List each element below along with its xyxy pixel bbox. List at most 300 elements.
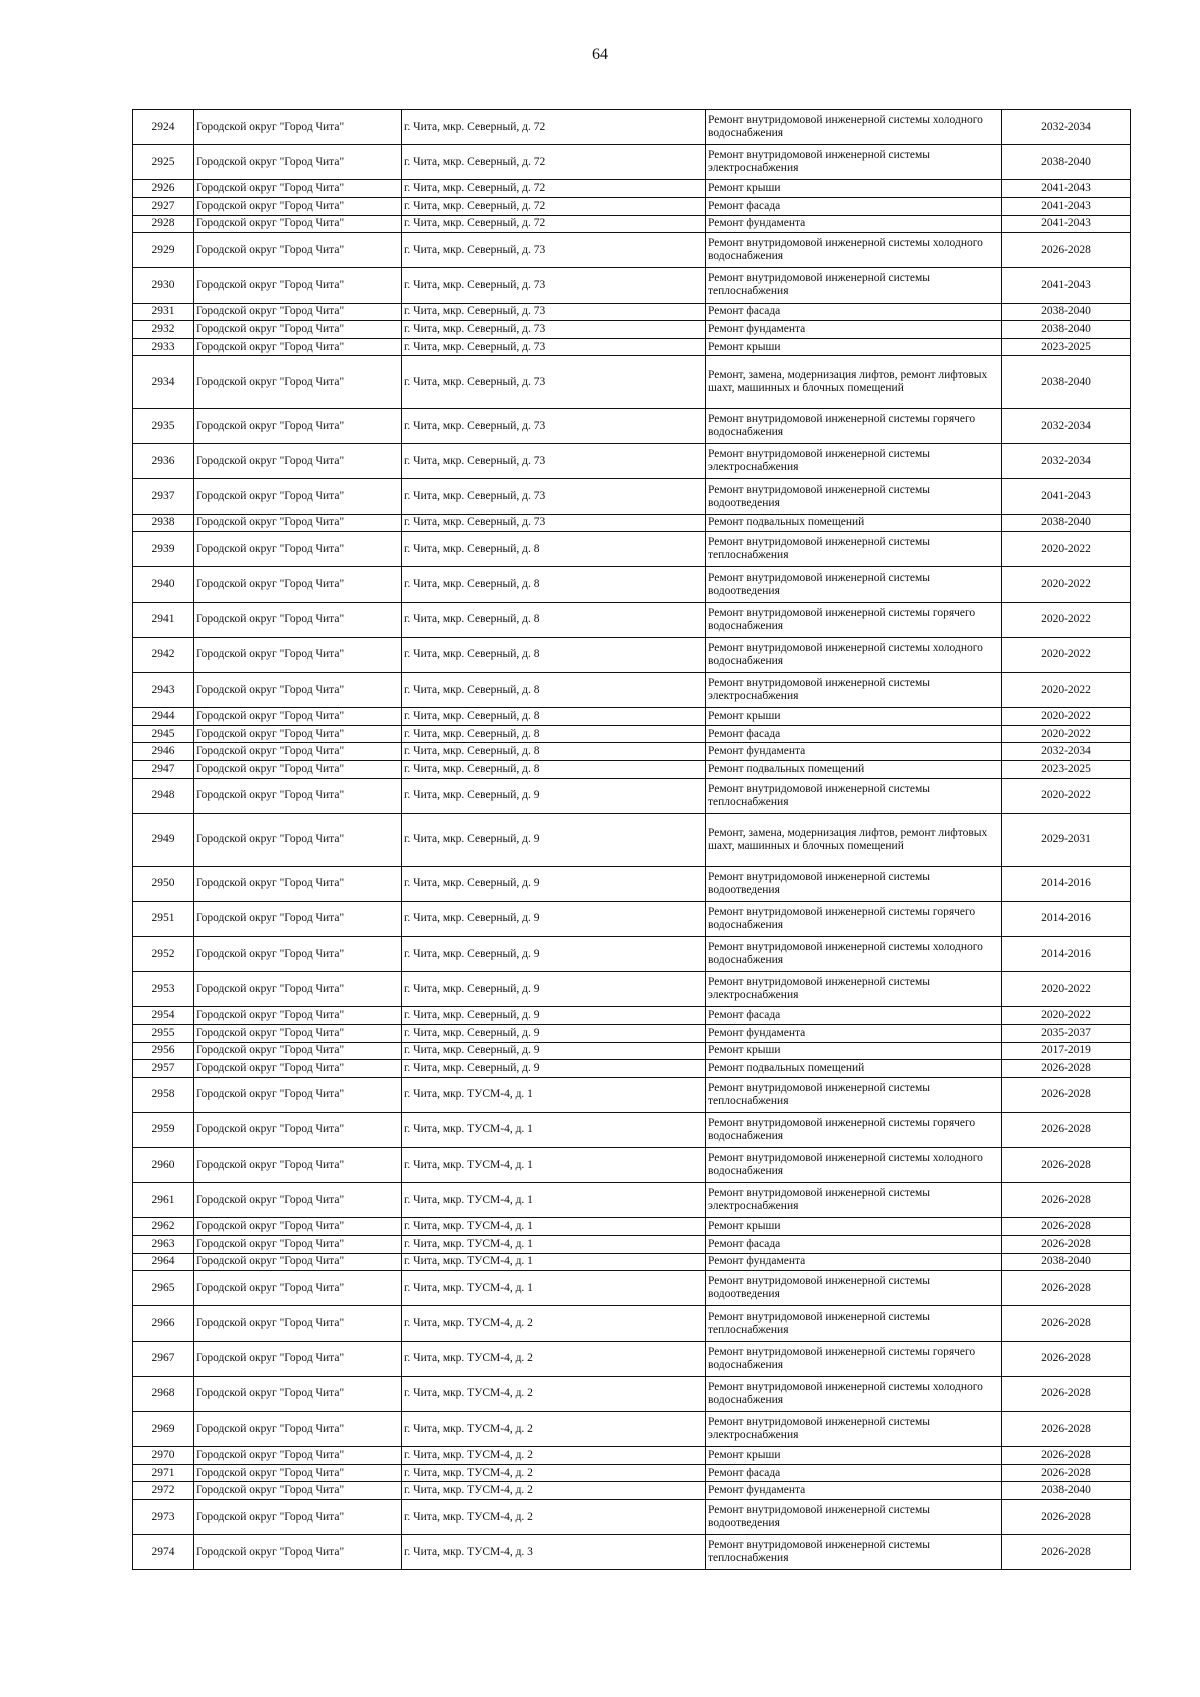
address-cell: г. Чита, мкр. ТУСМ-4, д. 2 <box>402 1306 706 1341</box>
municipality-cell: Городской округ "Город Чита" <box>194 303 402 321</box>
row-number: 2931 <box>133 303 194 321</box>
municipality-cell: Городской округ "Город Чита" <box>194 1341 402 1376</box>
period-cell: 2032-2034 <box>1002 110 1131 145</box>
table-row <box>133 743 1131 761</box>
work-type-cell: Ремонт внутридомовой инженерной системы электроснабжения <box>706 673 1002 708</box>
municipality-cell: Городской округ "Город Чита" <box>194 1218 402 1236</box>
municipality-cell: Городской округ "Город Чита" <box>194 1271 402 1306</box>
work-type-cell: Ремонт внутридомовой инженерной системы теплоснабжения <box>706 532 1002 567</box>
row-number: 2958 <box>133 1077 194 1112</box>
table-row <box>133 778 1131 813</box>
row-number: 2938 <box>133 514 194 532</box>
work-type-cell: Ремонт внутридомовой инженерной системы водоотведения <box>706 1499 1002 1534</box>
address-cell: г. Чита, мкр. Северный, д. 9 <box>402 1024 706 1042</box>
address-cell: г. Чита, мкр. Северный, д. 72 <box>402 180 706 198</box>
row-number: 2956 <box>133 1042 194 1060</box>
period-cell: 2026-2028 <box>1002 1077 1131 1112</box>
row-number: 2957 <box>133 1060 194 1078</box>
repair-schedule-table <box>132 109 1131 1570</box>
row-number: 2954 <box>133 1007 194 1025</box>
period-cell: 2041-2043 <box>1002 215 1131 233</box>
address-cell: г. Чита, мкр. ТУСМ-4, д. 1 <box>402 1183 706 1218</box>
period-cell: 2026-2028 <box>1002 233 1131 268</box>
address-cell: г. Чита, мкр. Северный, д. 9 <box>402 936 706 971</box>
address-cell: г. Чита, мкр. Северный, д. 9 <box>402 972 706 1007</box>
municipality-cell: Городской округ "Город Чита" <box>194 567 402 602</box>
work-type-cell: Ремонт внутридомовой инженерной системы электроснабжения <box>706 1411 1002 1446</box>
table-row <box>133 1148 1131 1183</box>
address-cell: г. Чита, мкр. Северный, д. 8 <box>402 673 706 708</box>
work-type-cell: Ремонт внутридомовой инженерной системы теплоснабжения <box>706 1077 1002 1112</box>
municipality-cell: Городской округ "Город Чита" <box>194 180 402 198</box>
municipality-cell: Городской округ "Город Чита" <box>194 1112 402 1147</box>
row-number: 2930 <box>133 268 194 303</box>
municipality-cell: Городской округ "Город Чита" <box>194 760 402 778</box>
municipality-cell: Городской округ "Город Чита" <box>194 1007 402 1025</box>
period-cell: 2020-2022 <box>1002 778 1131 813</box>
period-cell: 2041-2043 <box>1002 268 1131 303</box>
period-cell: 2026-2028 <box>1002 1499 1131 1534</box>
period-cell: 2038-2040 <box>1002 356 1131 409</box>
row-number: 2948 <box>133 778 194 813</box>
address-cell: г. Чита, мкр. ТУСМ-4, д. 1 <box>402 1271 706 1306</box>
work-type-cell: Ремонт крыши <box>706 1218 1002 1236</box>
period-cell: 2026-2028 <box>1002 1376 1131 1411</box>
table-row <box>133 1447 1131 1465</box>
row-number: 2927 <box>133 197 194 215</box>
address-cell: г. Чита, мкр. Северный, д. 73 <box>402 338 706 356</box>
work-type-cell: Ремонт фундамента <box>706 1253 1002 1271</box>
address-cell: г. Чита, мкр. ТУСМ-4, д. 2 <box>402 1376 706 1411</box>
table-row <box>133 479 1131 514</box>
work-type-cell: Ремонт подвальных помещений <box>706 514 1002 532</box>
period-cell: 2041-2043 <box>1002 180 1131 198</box>
municipality-cell: Городской округ "Город Чита" <box>194 1464 402 1482</box>
work-type-cell: Ремонт внутридомовой инженерной системы горячего водоснабжения <box>706 1341 1002 1376</box>
period-cell: 2026-2028 <box>1002 1341 1131 1376</box>
period-cell: 2020-2022 <box>1002 708 1131 726</box>
address-cell: г. Чита, мкр. Северный, д. 8 <box>402 532 706 567</box>
address-cell: г. Чита, мкр. Северный, д. 8 <box>402 602 706 637</box>
table-row <box>133 338 1131 356</box>
row-number: 2960 <box>133 1148 194 1183</box>
address-cell: г. Чита, мкр. Северный, д. 8 <box>402 567 706 602</box>
row-number: 2951 <box>133 901 194 936</box>
work-type-cell: Ремонт внутридомовой инженерной системы холодного водоснабжения <box>706 1376 1002 1411</box>
row-number: 2953 <box>133 972 194 1007</box>
address-cell: г. Чита, мкр. ТУСМ-4, д. 2 <box>402 1411 706 1446</box>
table-row <box>133 866 1131 901</box>
municipality-cell: Городской округ "Город Чита" <box>194 972 402 1007</box>
period-cell: 2026-2028 <box>1002 1535 1131 1570</box>
period-cell: 2026-2028 <box>1002 1271 1131 1306</box>
address-cell: г. Чита, мкр. Северный, д. 8 <box>402 760 706 778</box>
address-cell: г. Чита, мкр. Северный, д. 8 <box>402 725 706 743</box>
address-cell: г. Чита, мкр. ТУСМ-4, д. 3 <box>402 1535 706 1570</box>
table-row <box>133 215 1131 233</box>
row-number: 2964 <box>133 1253 194 1271</box>
municipality-cell: Городской округ "Город Чита" <box>194 356 402 409</box>
work-type-cell: Ремонт крыши <box>706 1447 1002 1465</box>
work-type-cell: Ремонт внутридомовой инженерной системы холодного водоснабжения <box>706 110 1002 145</box>
municipality-cell: Городской округ "Город Чита" <box>194 1447 402 1465</box>
period-cell: 2020-2022 <box>1002 567 1131 602</box>
work-type-cell: Ремонт внутридомовой инженерной системы водоотведения <box>706 567 1002 602</box>
work-type-cell: Ремонт фасада <box>706 725 1002 743</box>
municipality-cell: Городской округ "Город Чита" <box>194 268 402 303</box>
table-row <box>133 1376 1131 1411</box>
row-number: 2925 <box>133 145 194 180</box>
work-type-cell: Ремонт внутридомовой инженерной системы теплоснабжения <box>706 1535 1002 1570</box>
table-row <box>133 1341 1131 1376</box>
municipality-cell: Городской округ "Город Чита" <box>194 1535 402 1570</box>
table-row <box>133 1253 1131 1271</box>
municipality-cell: Городской округ "Город Чита" <box>194 673 402 708</box>
work-type-cell: Ремонт фасада <box>706 303 1002 321</box>
work-type-cell: Ремонт внутридомовой инженерной системы электроснабжения <box>706 1183 1002 1218</box>
row-number: 2963 <box>133 1236 194 1254</box>
municipality-cell: Городской округ "Город Чита" <box>194 1376 402 1411</box>
table-row <box>133 708 1131 726</box>
municipality-cell: Городской округ "Город Чита" <box>194 901 402 936</box>
table-row <box>133 1060 1131 1078</box>
municipality-cell: Городской округ "Город Чита" <box>194 743 402 761</box>
municipality-cell: Городской округ "Город Чита" <box>194 602 402 637</box>
table-row <box>133 110 1131 145</box>
work-type-cell: Ремонт внутридомовой инженерной системы горячего водоснабжения <box>706 1112 1002 1147</box>
row-number: 2941 <box>133 602 194 637</box>
address-cell: г. Чита, мкр. Северный, д. 8 <box>402 743 706 761</box>
row-number: 2940 <box>133 567 194 602</box>
address-cell: г. Чита, мкр. Северный, д. 73 <box>402 233 706 268</box>
municipality-cell: Городской округ "Город Чита" <box>194 1183 402 1218</box>
municipality-cell: Городской округ "Город Чита" <box>194 1482 402 1500</box>
address-cell: г. Чита, мкр. Северный, д. 9 <box>402 866 706 901</box>
period-cell: 2026-2028 <box>1002 1447 1131 1465</box>
address-cell: г. Чита, мкр. Северный, д. 8 <box>402 637 706 672</box>
period-cell: 2032-2034 <box>1002 409 1131 444</box>
row-number: 2932 <box>133 321 194 339</box>
table-row <box>133 321 1131 339</box>
row-number: 2949 <box>133 813 194 866</box>
table-row <box>133 813 1131 866</box>
period-cell: 2026-2028 <box>1002 1236 1131 1254</box>
row-number: 2952 <box>133 936 194 971</box>
table-row <box>133 602 1131 637</box>
period-cell: 2032-2034 <box>1002 444 1131 479</box>
municipality-cell: Городской округ "Город Чита" <box>194 725 402 743</box>
address-cell: г. Чита, мкр. ТУСМ-4, д. 1 <box>402 1077 706 1112</box>
period-cell: 2038-2040 <box>1002 303 1131 321</box>
municipality-cell: Городской округ "Город Чита" <box>194 778 402 813</box>
table-row <box>133 197 1131 215</box>
row-number: 2933 <box>133 338 194 356</box>
address-cell: г. Чита, мкр. ТУСМ-4, д. 1 <box>402 1148 706 1183</box>
period-cell: 2029-2031 <box>1002 813 1131 866</box>
address-cell: г. Чита, мкр. ТУСМ-4, д. 2 <box>402 1464 706 1482</box>
work-type-cell: Ремонт крыши <box>706 1042 1002 1060</box>
period-cell: 2026-2028 <box>1002 1183 1131 1218</box>
table-row <box>133 356 1131 409</box>
period-cell: 2020-2022 <box>1002 725 1131 743</box>
work-type-cell: Ремонт внутридомовой инженерной системы холодного водоснабжения <box>706 1148 1002 1183</box>
table-row <box>133 1236 1131 1254</box>
period-cell: 2020-2022 <box>1002 532 1131 567</box>
municipality-cell: Городской округ "Город Чита" <box>194 197 402 215</box>
municipality-cell: Городской округ "Город Чита" <box>194 708 402 726</box>
municipality-cell: Городской округ "Город Чита" <box>194 110 402 145</box>
municipality-cell: Городской округ "Город Чита" <box>194 233 402 268</box>
table-row <box>133 725 1131 743</box>
address-cell: г. Чита, мкр. Северный, д. 9 <box>402 1042 706 1060</box>
address-cell: г. Чита, мкр. Северный, д. 72 <box>402 197 706 215</box>
address-cell: г. Чита, мкр. Северный, д. 73 <box>402 409 706 444</box>
municipality-cell: Городской округ "Город Чита" <box>194 479 402 514</box>
address-cell: г. Чита, мкр. Северный, д. 73 <box>402 268 706 303</box>
address-cell: г. Чита, мкр. Северный, д. 9 <box>402 778 706 813</box>
row-number: 2934 <box>133 356 194 409</box>
address-cell: г. Чита, мкр. Северный, д. 73 <box>402 303 706 321</box>
table-row <box>133 972 1131 1007</box>
address-cell: г. Чита, мкр. Северный, д. 9 <box>402 813 706 866</box>
municipality-cell: Городской округ "Город Чита" <box>194 444 402 479</box>
row-number: 2973 <box>133 1499 194 1534</box>
row-number: 2965 <box>133 1271 194 1306</box>
table-row <box>133 936 1131 971</box>
address-cell: г. Чита, мкр. Северный, д. 9 <box>402 1007 706 1025</box>
period-cell: 2023-2025 <box>1002 760 1131 778</box>
table-row <box>133 1535 1131 1570</box>
table-row <box>133 514 1131 532</box>
work-type-cell: Ремонт фасада <box>706 1236 1002 1254</box>
period-cell: 2038-2040 <box>1002 1482 1131 1500</box>
address-cell: г. Чита, мкр. Северный, д. 72 <box>402 110 706 145</box>
municipality-cell: Городской округ "Город Чита" <box>194 866 402 901</box>
table-row <box>133 233 1131 268</box>
period-cell: 2020-2022 <box>1002 637 1131 672</box>
address-cell: г. Чита, мкр. ТУСМ-4, д. 2 <box>402 1447 706 1465</box>
row-number: 2962 <box>133 1218 194 1236</box>
row-number: 2961 <box>133 1183 194 1218</box>
table-row <box>133 1183 1131 1218</box>
table-row <box>133 444 1131 479</box>
table-row <box>133 1464 1131 1482</box>
work-type-cell: Ремонт внутридомовой инженерной системы электроснабжения <box>706 444 1002 479</box>
period-cell: 2023-2025 <box>1002 338 1131 356</box>
period-cell: 2026-2028 <box>1002 1218 1131 1236</box>
address-cell: г. Чита, мкр. ТУСМ-4, д. 2 <box>402 1341 706 1376</box>
work-type-cell: Ремонт фасада <box>706 197 1002 215</box>
row-number: 2939 <box>133 532 194 567</box>
work-type-cell: Ремонт внутридомовой инженерной системы холодного водоснабжения <box>706 637 1002 672</box>
municipality-cell: Городской округ "Город Чита" <box>194 1253 402 1271</box>
municipality-cell: Городской округ "Город Чита" <box>194 1411 402 1446</box>
period-cell: 2041-2043 <box>1002 197 1131 215</box>
table-row <box>133 1271 1131 1306</box>
row-number: 2937 <box>133 479 194 514</box>
work-type-cell: Ремонт внутридомовой инженерной системы теплоснабжения <box>706 778 1002 813</box>
work-type-cell: Ремонт фундамента <box>706 1482 1002 1500</box>
row-number: 2959 <box>133 1112 194 1147</box>
address-cell: г. Чита, мкр. Северный, д. 73 <box>402 479 706 514</box>
row-number: 2946 <box>133 743 194 761</box>
address-cell: г. Чита, мкр. ТУСМ-4, д. 1 <box>402 1236 706 1254</box>
period-cell: 2038-2040 <box>1002 145 1131 180</box>
work-type-cell: Ремонт внутридомовой инженерной системы водоотведения <box>706 866 1002 901</box>
municipality-cell: Городской округ "Город Чита" <box>194 532 402 567</box>
table-row <box>133 760 1131 778</box>
municipality-cell: Городской округ "Город Чита" <box>194 1306 402 1341</box>
work-type-cell: Ремонт внутридомовой инженерной системы водоотведения <box>706 479 1002 514</box>
municipality-cell: Городской округ "Город Чита" <box>194 321 402 339</box>
work-type-cell: Ремонт крыши <box>706 180 1002 198</box>
address-cell: г. Чита, мкр. Северный, д. 8 <box>402 708 706 726</box>
table-row <box>133 180 1131 198</box>
municipality-cell: Городской округ "Город Чита" <box>194 1077 402 1112</box>
period-cell: 2014-2016 <box>1002 866 1131 901</box>
period-cell: 2038-2040 <box>1002 1253 1131 1271</box>
work-type-cell: Ремонт фундамента <box>706 743 1002 761</box>
municipality-cell: Городской округ "Город Чита" <box>194 145 402 180</box>
table-body <box>133 110 1131 1570</box>
period-cell: 2038-2040 <box>1002 514 1131 532</box>
municipality-cell: Городской округ "Город Чита" <box>194 936 402 971</box>
row-number: 2947 <box>133 760 194 778</box>
municipality-cell: Городской округ "Город Чита" <box>194 1148 402 1183</box>
work-type-cell: Ремонт фасада <box>706 1464 1002 1482</box>
period-cell: 2041-2043 <box>1002 479 1131 514</box>
work-type-cell: Ремонт внутридомовой инженерной системы электроснабжения <box>706 972 1002 1007</box>
table-row <box>133 1077 1131 1112</box>
row-number: 2945 <box>133 725 194 743</box>
table-row <box>133 145 1131 180</box>
table-row <box>133 1306 1131 1341</box>
row-number: 2942 <box>133 637 194 672</box>
period-cell: 2020-2022 <box>1002 1007 1131 1025</box>
row-number: 2935 <box>133 409 194 444</box>
period-cell: 2026-2028 <box>1002 1411 1131 1446</box>
work-type-cell: Ремонт внутридомовой инженерной системы теплоснабжения <box>706 268 1002 303</box>
period-cell: 2026-2028 <box>1002 1060 1131 1078</box>
work-type-cell: Ремонт подвальных помещений <box>706 1060 1002 1078</box>
row-number: 2928 <box>133 215 194 233</box>
work-type-cell: Ремонт внутридомовой инженерной системы горячего водоснабжения <box>706 901 1002 936</box>
address-cell: г. Чита, мкр. Северный, д. 73 <box>402 356 706 409</box>
table-row <box>133 637 1131 672</box>
period-cell: 2026-2028 <box>1002 1148 1131 1183</box>
municipality-cell: Городской округ "Город Чита" <box>194 1236 402 1254</box>
period-cell: 2026-2028 <box>1002 1306 1131 1341</box>
municipality-cell: Городской округ "Город Чита" <box>194 1024 402 1042</box>
table-row <box>133 901 1131 936</box>
row-number: 2950 <box>133 866 194 901</box>
address-cell: г. Чита, мкр. Северный, д. 9 <box>402 901 706 936</box>
table-row <box>133 1112 1131 1147</box>
work-type-cell: Ремонт фундамента <box>706 215 1002 233</box>
period-cell: 2020-2022 <box>1002 673 1131 708</box>
work-type-cell: Ремонт внутридомовой инженерной системы электроснабжения <box>706 145 1002 180</box>
table-row <box>133 532 1131 567</box>
row-number: 2974 <box>133 1535 194 1570</box>
row-number: 2967 <box>133 1341 194 1376</box>
table-row <box>133 1007 1131 1025</box>
work-type-cell: Ремонт внутридомовой инженерной системы теплоснабжения <box>706 1306 1002 1341</box>
row-number: 2936 <box>133 444 194 479</box>
municipality-cell: Городской округ "Город Чита" <box>194 514 402 532</box>
row-number: 2943 <box>133 673 194 708</box>
municipality-cell: Городской округ "Город Чита" <box>194 1042 402 1060</box>
work-type-cell: Ремонт внутридомовой инженерной системы горячего водоснабжения <box>706 602 1002 637</box>
address-cell: г. Чита, мкр. ТУСМ-4, д. 2 <box>402 1499 706 1534</box>
period-cell: 2014-2016 <box>1002 936 1131 971</box>
address-cell: г. Чита, мкр. Северный, д. 73 <box>402 444 706 479</box>
period-cell: 2032-2034 <box>1002 743 1131 761</box>
row-number: 2924 <box>133 110 194 145</box>
table-row <box>133 409 1131 444</box>
work-type-cell: Ремонт, замена, модернизация лифтов, ремонт лифтовых шахт, машинных и блочных помещений <box>706 813 1002 866</box>
period-cell: 2020-2022 <box>1002 602 1131 637</box>
period-cell: 2020-2022 <box>1002 972 1131 1007</box>
municipality-cell: Городской округ "Город Чита" <box>194 813 402 866</box>
table-row <box>133 1218 1131 1236</box>
row-number: 2972 <box>133 1482 194 1500</box>
address-cell: г. Чита, мкр. Северный, д. 73 <box>402 321 706 339</box>
table-row <box>133 1024 1131 1042</box>
row-number: 2929 <box>133 233 194 268</box>
municipality-cell: Городской округ "Город Чита" <box>194 1499 402 1534</box>
table-row <box>133 1482 1131 1500</box>
work-type-cell: Ремонт подвальных помещений <box>706 760 1002 778</box>
municipality-cell: Городской округ "Город Чита" <box>194 637 402 672</box>
table-row <box>133 1499 1131 1534</box>
address-cell: г. Чита, мкр. Северный, д. 73 <box>402 514 706 532</box>
work-type-cell: Ремонт фундамента <box>706 321 1002 339</box>
address-cell: г. Чита, мкр. ТУСМ-4, д. 2 <box>402 1482 706 1500</box>
work-type-cell: Ремонт фасада <box>706 1007 1002 1025</box>
table-row <box>133 567 1131 602</box>
period-cell: 2026-2028 <box>1002 1112 1131 1147</box>
row-number: 2969 <box>133 1411 194 1446</box>
work-type-cell: Ремонт фундамента <box>706 1024 1002 1042</box>
table-row <box>133 673 1131 708</box>
address-cell: г. Чита, мкр. ТУСМ-4, д. 1 <box>402 1112 706 1147</box>
table-row <box>133 1042 1131 1060</box>
work-type-cell: Ремонт крыши <box>706 338 1002 356</box>
address-cell: г. Чита, мкр. ТУСМ-4, д. 1 <box>402 1218 706 1236</box>
period-cell: 2017-2019 <box>1002 1042 1131 1060</box>
municipality-cell: Городской округ "Город Чита" <box>194 215 402 233</box>
row-number: 2968 <box>133 1376 194 1411</box>
municipality-cell: Городской округ "Город Чита" <box>194 338 402 356</box>
municipality-cell: Городской округ "Город Чита" <box>194 409 402 444</box>
row-number: 2966 <box>133 1306 194 1341</box>
address-cell: г. Чита, мкр. Северный, д. 72 <box>402 215 706 233</box>
row-number: 2926 <box>133 180 194 198</box>
page-number: 64 <box>592 46 608 63</box>
work-type-cell: Ремонт внутридомовой инженерной системы холодного водоснабжения <box>706 936 1002 971</box>
row-number: 2970 <box>133 1447 194 1465</box>
table-row <box>133 303 1131 321</box>
work-type-cell: Ремонт внутридомовой инженерной системы водоотведения <box>706 1271 1002 1306</box>
work-type-cell: Ремонт внутридомовой инженерной системы холодного водоснабжения <box>706 233 1002 268</box>
row-number: 2955 <box>133 1024 194 1042</box>
address-cell: г. Чита, мкр. ТУСМ-4, д. 1 <box>402 1253 706 1271</box>
table-row <box>133 268 1131 303</box>
work-type-cell: Ремонт внутридомовой инженерной системы горячего водоснабжения <box>706 409 1002 444</box>
row-number: 2944 <box>133 708 194 726</box>
address-cell: г. Чита, мкр. Северный, д. 72 <box>402 145 706 180</box>
address-cell: г. Чита, мкр. Северный, д. 9 <box>402 1060 706 1078</box>
